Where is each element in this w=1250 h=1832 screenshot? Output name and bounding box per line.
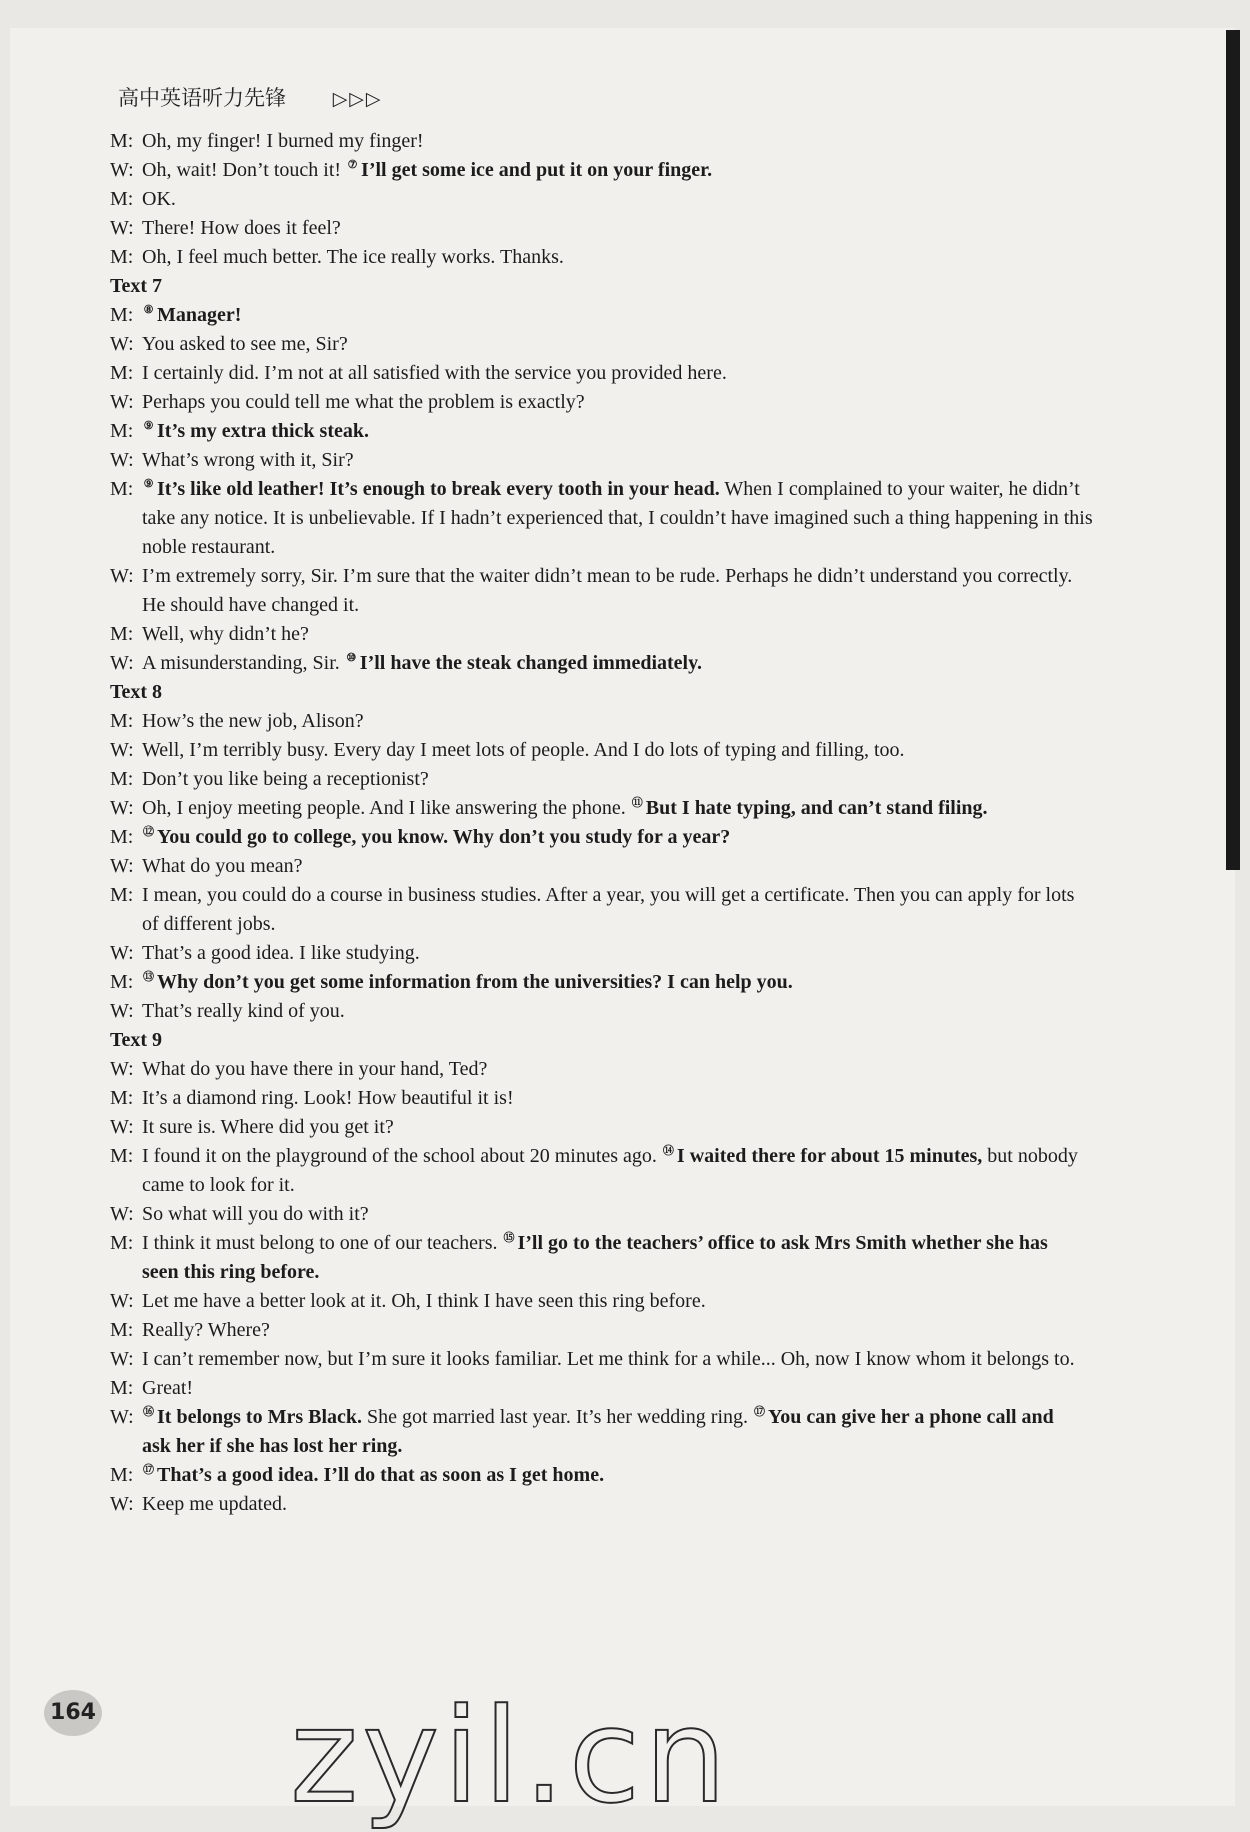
- plain-text: I certainly did. I’m not at all satisfied with the service you provided here.: [142, 362, 727, 384]
- line-text: [142, 478, 1080, 500]
- line-text: [142, 362, 727, 384]
- plain-text: Oh, I enjoy meeting people. And I like answering the phone.: [142, 797, 631, 819]
- dialogue-line: [110, 881, 1190, 910]
- dialogue-line: [110, 562, 1190, 591]
- dialogue-line: [110, 388, 1190, 417]
- dialogue-line: [110, 1287, 1190, 1316]
- speaker-label: W:: [110, 855, 134, 877]
- dialogue-line: [110, 1229, 1190, 1258]
- line-text: [142, 1435, 402, 1457]
- speaker-label: M:: [110, 130, 134, 152]
- speaker-label: M:: [110, 304, 134, 326]
- plain-text: Oh, my finger! I burned my finger!: [142, 130, 424, 152]
- plain-text: OK.: [142, 188, 176, 210]
- dialogue-line: [110, 475, 1190, 504]
- answer-key-text: seen this ring before.: [142, 1261, 320, 1283]
- dialogue-line: [110, 852, 1190, 881]
- speaker-label: W:: [110, 391, 134, 413]
- line-text: [142, 855, 303, 877]
- plain-text: She got married last year. It’s her wedding ring.: [362, 1406, 754, 1428]
- dialogue-line: [110, 243, 1190, 272]
- dialogue-line: [110, 968, 1190, 997]
- answer-key-text: You can give her a phone call and: [768, 1406, 1054, 1428]
- plain-text: That’s a good idea. I like studying.: [142, 942, 420, 964]
- line-text: [142, 710, 364, 732]
- dialogue-line: [110, 707, 1190, 736]
- page-number: 164: [44, 1690, 102, 1736]
- plain-text: A misunderstanding, Sir.: [142, 652, 345, 674]
- line-text: [142, 942, 420, 964]
- speaker-label: W:: [110, 565, 134, 587]
- plain-text: He should have changed it.: [142, 594, 360, 616]
- answer-marker: ⑨: [143, 420, 154, 433]
- speaker-label: W:: [110, 1493, 134, 1515]
- speaker-label: W:: [110, 449, 134, 471]
- plain-text: It sure is. Where did you get it?: [142, 1116, 394, 1138]
- line-text: [142, 391, 585, 413]
- watermark-logo: zyil.cn: [290, 1680, 731, 1832]
- plain-text: Great!: [142, 1377, 194, 1399]
- answer-key-text: It’s my extra thick steak.: [157, 420, 370, 442]
- dialogue-line: [110, 417, 1190, 446]
- line-text: [142, 217, 341, 239]
- line-text: [142, 246, 564, 268]
- answer-marker: ⑭: [662, 1145, 674, 1158]
- dialogue-line: [110, 504, 1190, 533]
- dialogue-line: [110, 591, 1190, 620]
- dialogue-line: [110, 1084, 1190, 1113]
- plain-text: You asked to see me, Sir?: [142, 333, 348, 355]
- page-header: [118, 82, 383, 112]
- speaker-label: W:: [110, 159, 134, 181]
- speaker-label: W:: [110, 652, 134, 674]
- speaker-label: M:: [110, 826, 134, 848]
- answer-key-text: Why don’t you get some information from the universities? I can help you.: [157, 971, 793, 993]
- speaker-label: M:: [110, 362, 134, 384]
- dialogue-line: [110, 1113, 1190, 1142]
- dialogue-line: [110, 1461, 1190, 1490]
- line-text: [142, 739, 905, 761]
- answer-marker: ⑫: [143, 826, 154, 839]
- speaker-label: W:: [110, 1116, 134, 1138]
- speaker-label: W:: [110, 217, 134, 239]
- dialogue-line: [110, 185, 1190, 214]
- answer-key-text: Manager!: [157, 304, 242, 326]
- dialogue-line: [110, 997, 1190, 1026]
- speaker-label: W:: [110, 1000, 134, 1022]
- line-text: [142, 449, 354, 471]
- speaker-label: W:: [110, 1058, 134, 1080]
- speaker-label: M:: [110, 1087, 134, 1109]
- dialogue-line: [110, 1316, 1190, 1345]
- speaker-label: W:: [110, 1290, 134, 1312]
- answer-key-text: You could go to college, you know. Why don’t you study for a year?: [157, 826, 731, 848]
- line-text: [142, 1406, 1054, 1428]
- speaker-label: M:: [110, 971, 134, 993]
- dialogue-line: [110, 127, 1190, 156]
- line-text: [142, 507, 1093, 529]
- line-text: [142, 304, 241, 326]
- book-title: 高中英语听力先锋: [118, 86, 286, 110]
- speaker-label: M:: [110, 1464, 134, 1486]
- dialogue-line: [110, 301, 1190, 330]
- plain-text: I’m extremely sorry, Sir. I’m sure that the waiter didn’t mean to be rude. Perhaps he didn’t understand you correctly.: [142, 565, 1073, 587]
- line-text: [142, 1000, 345, 1022]
- answer-key-text: I’ll have the steak changed immediately.: [359, 652, 703, 674]
- line-text: [142, 130, 424, 152]
- answer-key-text: But I hate typing, and can’t stand filing.: [645, 797, 988, 819]
- plain-text: Oh, I feel much better. The ice really works. Thanks.: [142, 246, 564, 268]
- answer-marker: ⑩: [346, 652, 357, 665]
- line-text: [142, 1319, 270, 1341]
- dialogue-line: [110, 1055, 1190, 1084]
- answer-key-text: It’s like old leather! It’s enough to break every tooth in your head.: [157, 478, 720, 500]
- dialogue-line: [110, 939, 1190, 968]
- line-text: [142, 797, 988, 819]
- plain-text: noble restaurant.: [142, 536, 276, 558]
- speaker-label: M:: [110, 1232, 134, 1254]
- dialogue-line: [110, 794, 1190, 823]
- dialogue-line: [110, 1374, 1190, 1403]
- line-text: [142, 1203, 369, 1225]
- plain-text: It’s a diamond ring. Look! How beautiful it is!: [142, 1087, 514, 1109]
- dialogue-line: [110, 533, 1190, 562]
- header-arrows-icon: ▷▷▷: [332, 88, 383, 110]
- line-text: [142, 420, 369, 442]
- line-text: [142, 1232, 1048, 1254]
- answer-marker: ⑨: [143, 478, 154, 491]
- plain-text: came to look for it.: [142, 1174, 295, 1196]
- dialogue-line: [110, 649, 1190, 678]
- dialogue-line: [110, 910, 1190, 939]
- speaker-label: W:: [110, 797, 134, 819]
- speaker-label: M:: [110, 478, 134, 500]
- plain-text: Let me have a better look at it. Oh, I think I have seen this ring before.: [142, 1290, 706, 1312]
- plain-text: I think it must belong to one of our teachers.: [142, 1232, 503, 1254]
- dialogue-line: [110, 1403, 1190, 1432]
- dialogue-line: [110, 1490, 1190, 1519]
- plain-text: Perhaps you could tell me what the problem is exactly?: [142, 391, 585, 413]
- plain-text: Really? Where?: [142, 1319, 270, 1341]
- plain-text: of different jobs.: [142, 913, 276, 935]
- line-text: [142, 1058, 487, 1080]
- speaker-label: M:: [110, 623, 134, 645]
- plain-text: That’s really kind of you.: [142, 1000, 345, 1022]
- section-title: Text 7: [110, 275, 163, 297]
- speaker-label: M:: [110, 1145, 134, 1167]
- speaker-label: W:: [110, 942, 134, 964]
- answer-key-text: I waited there for about 15 minutes,: [676, 1145, 983, 1167]
- line-text: [142, 536, 275, 558]
- plain-text: There! How does it feel?: [142, 217, 341, 239]
- scan-edge-shadow: [1226, 30, 1240, 870]
- line-text: [142, 1087, 514, 1109]
- speaker-label: W:: [110, 1203, 134, 1225]
- dialogue-line: [110, 1345, 1190, 1374]
- speaker-label: W:: [110, 1406, 134, 1428]
- plain-text: When I complained to your waiter, he didn’t: [719, 478, 1080, 500]
- speaker-label: M:: [110, 420, 134, 442]
- plain-text: What do you mean?: [142, 855, 303, 877]
- line-text: [142, 1377, 193, 1399]
- answer-marker: ⑰: [143, 1464, 154, 1477]
- dialogue-line: [110, 1432, 1190, 1461]
- plain-text: I can’t remember now, but I’m sure it looks familiar. Let me think for a while... Oh, now I know whom it belongs to.: [142, 1348, 1075, 1370]
- dialogue-line: [110, 446, 1190, 475]
- line-text: [142, 1493, 287, 1515]
- answer-marker: ⑪: [631, 797, 643, 810]
- dialogue-line: [110, 823, 1190, 852]
- line-text: [142, 565, 1072, 587]
- plain-text: Well, I’m terribly busy. Every day I meet lots of people. And I do lots of typing and filling, too.: [142, 739, 905, 761]
- answer-marker: ⑧: [143, 304, 154, 317]
- dialogue-line: [110, 1171, 1190, 1200]
- line-text: [142, 971, 793, 993]
- plain-text: Keep me updated.: [142, 1493, 287, 1515]
- dialogue-line: [110, 1200, 1190, 1229]
- answer-marker: ⑯: [143, 1406, 154, 1419]
- answer-key-text: I’ll go to the teachers’ office to ask Mrs Smith whether she has: [517, 1232, 1048, 1254]
- speaker-label: M:: [110, 768, 134, 790]
- line-text: [142, 652, 702, 674]
- plain-text: So what will you do with it?: [142, 1203, 369, 1225]
- line-text: [142, 1348, 1075, 1370]
- answer-marker: ⑦: [347, 159, 358, 172]
- section-title: Text 9: [110, 1029, 163, 1051]
- plain-text: Well, why didn’t he?: [142, 623, 309, 645]
- answer-marker: ⑰: [754, 1406, 766, 1419]
- dialogue-line: [110, 765, 1190, 794]
- plain-text: I found it on the playground of the school about 20 minutes ago.: [142, 1145, 662, 1167]
- plain-text: take any notice. It is unbelievable. If I hadn’t experienced that, I couldn’t have imagined such a thing happening in this: [142, 507, 1093, 529]
- answer-marker: ⑬: [143, 971, 154, 984]
- dialogue-line: [110, 736, 1190, 765]
- speaker-label: M:: [110, 710, 134, 732]
- plain-text: How’s the new job, Alison?: [142, 710, 364, 732]
- dialogue-line: [110, 1142, 1190, 1171]
- plain-text: Don’t you like being a receptionist?: [142, 768, 429, 790]
- line-text: [142, 333, 348, 355]
- speaker-label: M:: [110, 1319, 134, 1341]
- line-text: [142, 1464, 604, 1486]
- line-text: [142, 1261, 319, 1283]
- plain-text: Oh, wait! Don’t touch it!: [142, 159, 347, 181]
- plain-text: but nobody: [982, 1145, 1078, 1167]
- plain-text: What’s wrong with it, Sir?: [142, 449, 354, 471]
- line-text: [142, 1116, 394, 1138]
- plain-text: I mean, you could do a course in business studies. After a year, you will get a certificate. Then you can apply for lots: [142, 884, 1075, 906]
- answer-key-text: I’ll get some ice and put it on your finger.: [361, 159, 713, 181]
- dialogue-line: [110, 620, 1190, 649]
- section-title: Text 8: [110, 681, 163, 703]
- dialogue-line: [110, 214, 1190, 243]
- speaker-label: M:: [110, 1377, 134, 1399]
- speaker-label: W:: [110, 333, 134, 355]
- line-text: [142, 1290, 706, 1312]
- dialogue-line: [110, 1258, 1190, 1287]
- line-text: [142, 913, 276, 935]
- answer-key-text: That’s a good idea. I’ll do that as soon as I get home.: [157, 1464, 605, 1486]
- answer-marker: ⑮: [503, 1232, 515, 1245]
- line-text: [142, 768, 429, 790]
- speaker-label: M:: [110, 246, 134, 268]
- speaker-label: M:: [110, 884, 134, 906]
- line-text: [142, 884, 1074, 906]
- dialogue-line: [110, 156, 1190, 185]
- answer-key-text: It belongs to Mrs Black.: [157, 1406, 362, 1428]
- speaker-label: M:: [110, 188, 134, 210]
- line-text: [142, 1174, 295, 1196]
- transcript-body: [110, 127, 1190, 1519]
- answer-key-text: ask her if she has lost her ring.: [142, 1435, 403, 1457]
- dialogue-line: [110, 330, 1190, 359]
- speaker-label: W:: [110, 739, 134, 761]
- line-text: [142, 159, 712, 181]
- speaker-label: W:: [110, 1348, 134, 1370]
- line-text: [142, 594, 359, 616]
- line-text: [142, 1145, 1078, 1167]
- line-text: [142, 826, 730, 848]
- dialogue-line: [110, 359, 1190, 388]
- line-text: [142, 623, 309, 645]
- plain-text: What do you have there in your hand, Ted?: [142, 1058, 488, 1080]
- line-text: [142, 188, 176, 210]
